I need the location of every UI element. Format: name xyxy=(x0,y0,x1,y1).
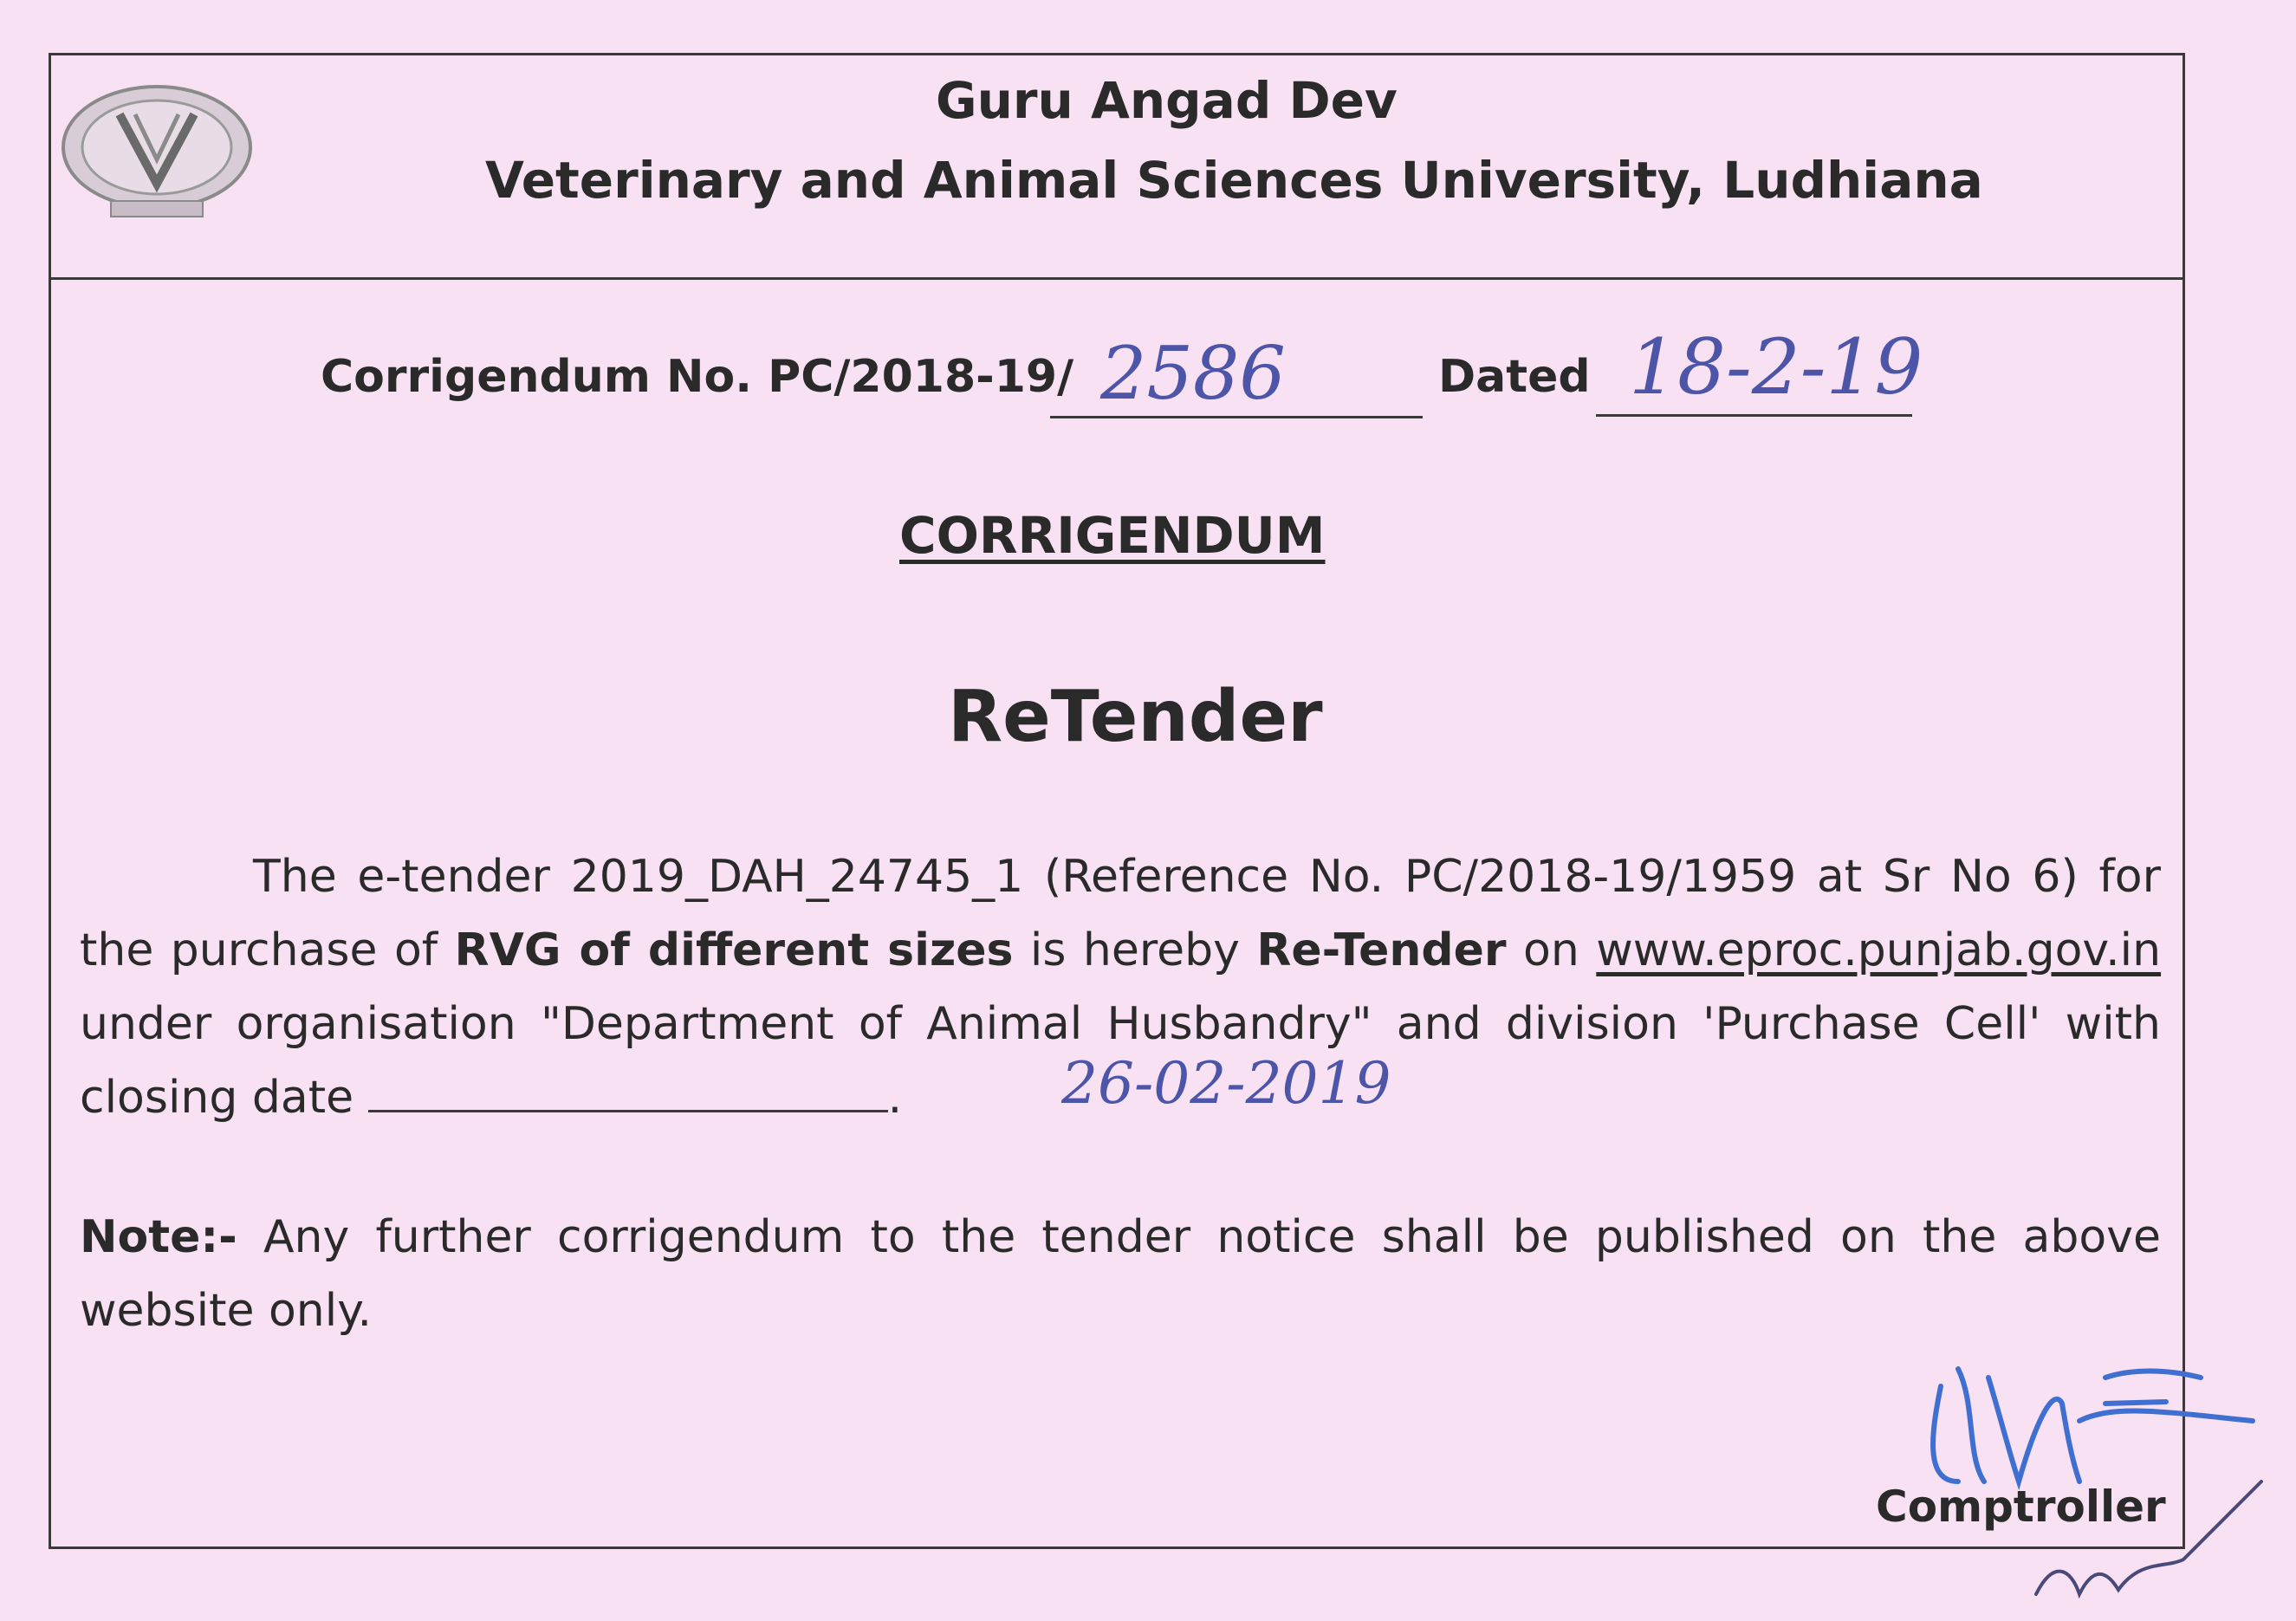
university-name-line2: Veterinary and Animal Sciences University, Ludhiana xyxy=(485,151,1983,210)
corrigendum-number-handwritten: 2586 xyxy=(1100,331,1286,416)
note-text: Any further corrigendum to the tender notice shall be published on the above website only. xyxy=(80,1211,2161,1337)
body-text-4: under organisation "Department of Animal Husbandry" and division 'Purchase Cell' with closing date xyxy=(80,998,2161,1124)
body-end: . xyxy=(887,1072,903,1124)
body-text-1: The e-tender 2019_DAH_24745_1 (Reference No. PC/2018-19/1959 at Sr No 6) for the purchase of xyxy=(80,851,2161,976)
date-handwritten: 18-2-19 xyxy=(1629,322,1923,412)
body-text-3: on xyxy=(1523,924,1579,976)
retender-title: ReTender xyxy=(948,676,1323,758)
signatory-title: Comptroller xyxy=(1876,1482,2166,1532)
body-text-2: is hereby xyxy=(1029,924,1240,976)
note-label: Note:- xyxy=(80,1211,237,1263)
date-blank xyxy=(1596,414,1912,417)
website-link[interactable]: www.eproc.punjab.gov.in xyxy=(1596,924,2162,976)
university-seal-icon xyxy=(59,80,255,224)
closing-date-blank xyxy=(368,1093,888,1112)
header-divider xyxy=(49,277,2185,280)
item-name: RVG of different sizes xyxy=(454,924,1014,976)
corrigendum-number-blank xyxy=(1050,416,1423,418)
dated-label: Dated xyxy=(1438,351,1591,403)
university-name-line1: Guru Angad Dev xyxy=(936,71,1398,130)
closing-date-handwritten: 26-02-2019 xyxy=(1061,1050,1391,1117)
corrigendum-number-label: Corrigendum No. PC/2018-19/ xyxy=(321,351,1074,403)
retender-action: Re-Tender xyxy=(1256,924,1507,976)
page-title: CORRIGENDUM xyxy=(899,506,1326,565)
note-paragraph xyxy=(80,1201,2161,1348)
